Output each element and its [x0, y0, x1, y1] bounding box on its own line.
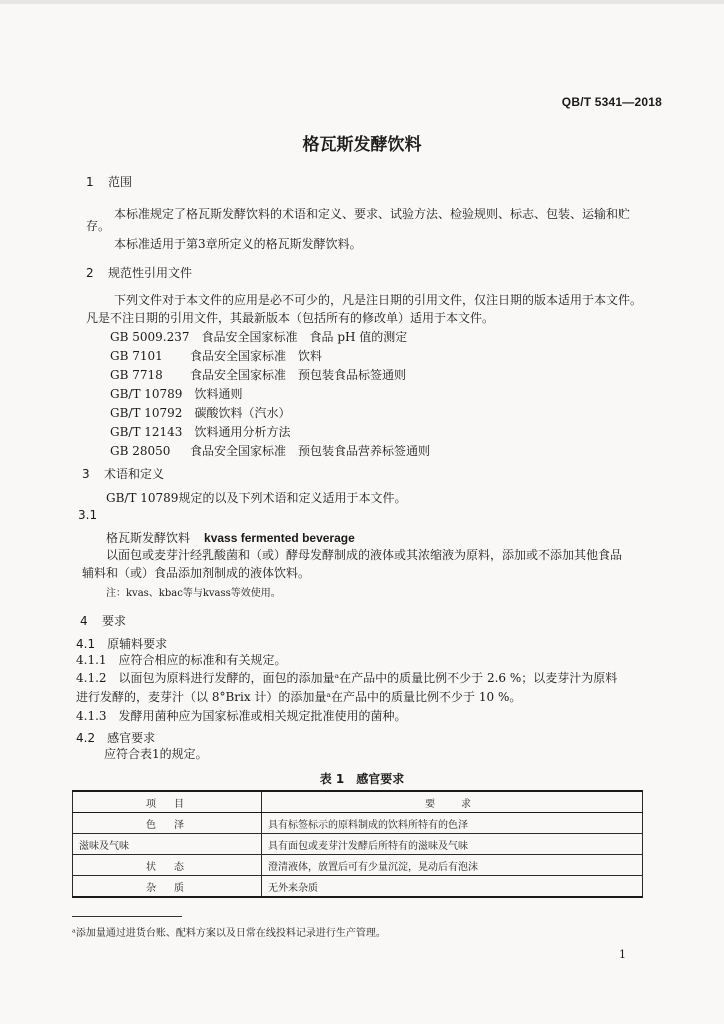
- standard-number: QB/T 5341—2018: [561, 95, 662, 109]
- section-number: 1: [86, 175, 94, 189]
- section-title: 术语和定义: [104, 467, 165, 481]
- s1-paragraph-2: 本标准适用于第3章所定义的格瓦斯发酵饮料。: [114, 237, 362, 251]
- reference-title: 饮料通用分析方法: [194, 425, 291, 439]
- term-chinese: 格瓦斯发酵饮料: [106, 531, 191, 545]
- s3-paragraph-1: GB/T 10789规定的以及下列术语和定义适用于本文件。: [106, 491, 407, 505]
- section-title: 要求: [102, 614, 127, 628]
- reference-item: [110, 347, 322, 364]
- reference-item: [110, 442, 430, 459]
- s1-paragraph-1a: 本标准规定了格瓦斯发酵饮料的术语和定义、要求、试验方法、检验规则、标志、包装、运输和贮: [114, 207, 631, 221]
- table-header-row: [73, 791, 643, 813]
- reference-code: GB/T 10792: [110, 406, 183, 420]
- table-cell: 具有面包或麦芽汁发酵后所特有的滋味及气味: [262, 834, 643, 855]
- reference-code: GB/T 10789: [110, 387, 183, 401]
- document-title: 格瓦斯发酵饮料: [302, 135, 422, 155]
- reference-code: GB 7718: [110, 368, 163, 382]
- reference-title: 碳酸饮料（汽水）: [194, 406, 291, 420]
- section-number: 3: [82, 467, 90, 481]
- footnote-divider: [72, 916, 182, 917]
- clause-4-1-2b: 进行发酵的，麦芽汁（以 8°Brix 计）的添加量ᵃ在产品中的质量比例不少于 10 %。: [76, 690, 522, 704]
- table-cell: 杂 质: [73, 876, 262, 898]
- clause-4-1: 4.1 原辅料要求: [76, 637, 168, 651]
- clause-4-1-3: 4.1.3 发酵用菌种应为国家标准或相关规定批准使用的菌种。: [76, 709, 407, 723]
- reference-title: 食品安全国家标准 食品 pH 值的测定: [201, 330, 408, 344]
- reference-item: [110, 385, 242, 402]
- section-2-heading: [86, 264, 192, 281]
- table-cell: 滋味及气味: [73, 834, 262, 855]
- term-note: 注：kvas、kbac等与kvass等效使用。: [106, 588, 281, 599]
- table-caption: 表 1 感官要求: [319, 772, 405, 786]
- reference-item: [110, 366, 406, 383]
- section-number: 4: [80, 614, 88, 628]
- reference-item: [110, 328, 407, 345]
- section-title: 规范性引用文件: [108, 266, 193, 280]
- table-cell: 具有标签标示的原料制成的饮料所特有的色泽: [262, 813, 643, 834]
- table-header-cell: 项 目: [73, 791, 262, 813]
- clause-4-1-1: 4.1.1 应符合相应的标准和有关规定。: [76, 653, 287, 667]
- table-header-cell: 要 求: [262, 791, 643, 813]
- s2-paragraph-1b: 凡是不注日期的引用文件，其最新版本（包括所有的修改单）适用于本文件。: [86, 311, 495, 325]
- reference-title: 食品安全国家标准 预包装食品标签通则: [190, 368, 407, 382]
- table-row: [73, 813, 643, 834]
- table-row: [73, 855, 643, 876]
- reference-code: GB 28050: [110, 444, 171, 458]
- reference-item: [110, 404, 290, 421]
- clause-4-1-2a: 4.1.2 以面包为原料进行发酵的，面包的添加量ᵃ在产品中的质量比例不少于 2.6 %；以麦芽汁为原料: [76, 671, 618, 685]
- table-row: [73, 876, 643, 898]
- sensory-requirements-table: [72, 790, 643, 898]
- section-title: 范围: [108, 175, 133, 189]
- term-definition-a: 以面包或麦芽汁经乳酸菌和（或）酵母发酵制成的液体或其浓缩液为原料，添加或不添加其他食品: [106, 548, 623, 562]
- reference-title: 食品安全国家标准 饮料: [190, 349, 323, 363]
- section-4-heading: [80, 612, 126, 629]
- section-number: 2: [86, 266, 94, 280]
- term-english: kvass fermented beverage: [204, 531, 355, 545]
- table-cell: 澄清液体，放置后可有少量沉淀，晃动后有泡沫: [262, 855, 643, 876]
- table-cell: 无外来杂质: [262, 876, 643, 898]
- clause-4-2-text: 应符合表1的规定。: [104, 747, 208, 761]
- clause-4-2: 4.2 感官要求: [76, 731, 156, 745]
- reference-title: 饮料通则: [194, 387, 243, 401]
- reference-item: [110, 423, 290, 440]
- reference-code: GB 5009.237: [110, 330, 190, 344]
- s2-paragraph-1a: 下列文件对于本文件的应用是必不可少的，凡是注日期的引用文件，仅注日期的版本适用于本文件。: [114, 293, 643, 307]
- reference-code: GB 7101: [110, 349, 163, 363]
- clause-3-1: 3.1: [78, 508, 98, 522]
- reference-code: GB/T 12143: [110, 425, 183, 439]
- section-1-heading: [86, 173, 132, 190]
- table-row: [73, 834, 643, 855]
- s1-paragraph-1b: 存。: [86, 219, 111, 233]
- footnote: ᵃ添加量通过进货台账、配料方案以及日常在线投料记录进行生产管理。: [72, 928, 386, 939]
- table-cell: 色 泽: [73, 813, 262, 834]
- table-cell: 状 态: [73, 855, 262, 876]
- page-number: 1: [619, 948, 626, 961]
- section-3-heading: [82, 465, 164, 482]
- page-top-edge: [0, 0, 724, 4]
- term-definition-b: 辅料和（或）食品添加剂制成的液体饮料。: [82, 566, 311, 580]
- reference-title: 食品安全国家标准 预包装食品营养标签通则: [190, 444, 431, 458]
- term-entry: [106, 529, 355, 546]
